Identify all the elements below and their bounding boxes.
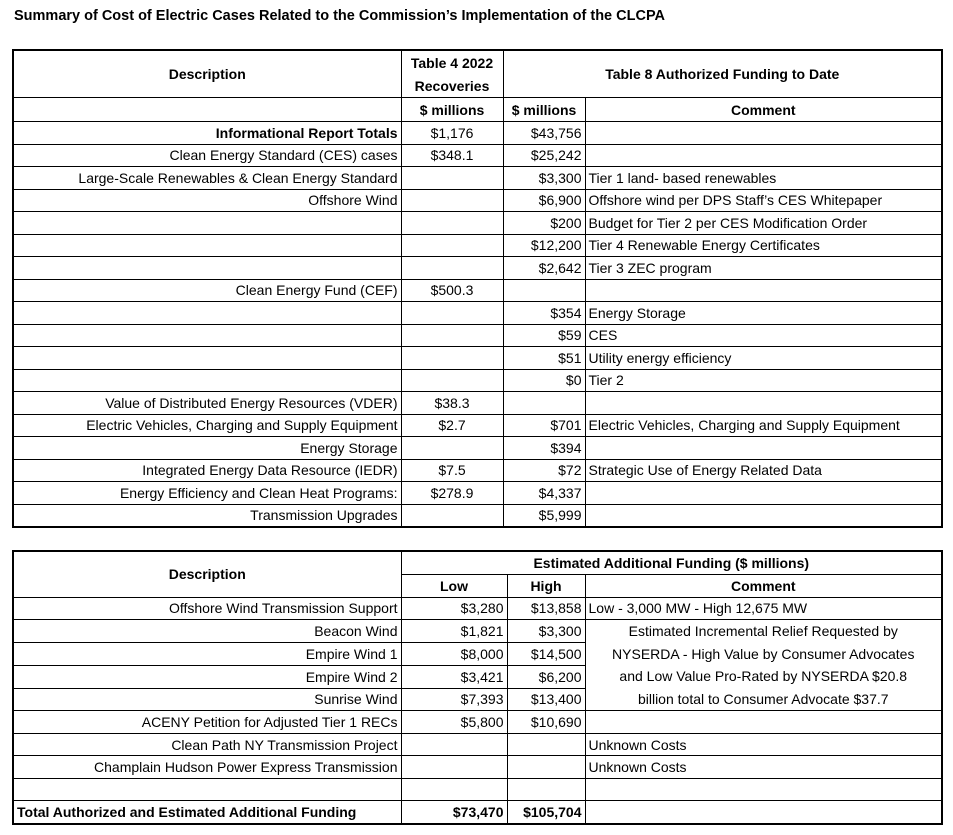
- row-recoveries: $348.1: [401, 144, 503, 167]
- row-authorized: $701: [503, 414, 585, 437]
- row-recoveries: [401, 324, 503, 347]
- row-description: Sunrise Wind: [13, 688, 401, 711]
- row-comment: Tier 2: [585, 369, 942, 392]
- table1-subheader-row: [13, 98, 942, 122]
- row-recoveries: [401, 302, 503, 325]
- row-comment: Strategic Use of Energy Related Data: [585, 459, 942, 482]
- row-low: $3,280: [401, 597, 507, 620]
- description-header: Description: [13, 551, 401, 597]
- authorized-unit-header: $ millions: [503, 98, 585, 122]
- description-subheader-blank: [13, 98, 401, 122]
- description-header: Description: [13, 50, 401, 98]
- comment-header: Comment: [585, 575, 942, 598]
- row-description: Energy Efficiency and Clean Heat Programs:: [13, 482, 401, 505]
- row-comment: Tier 3 ZEC program: [585, 257, 942, 280]
- table-row: [13, 144, 942, 167]
- table-row: [13, 279, 942, 302]
- row-recoveries: [401, 369, 503, 392]
- merged-comment-cell: [585, 620, 942, 711]
- row-high: $14,500: [507, 642, 585, 665]
- high-header: High: [507, 575, 585, 598]
- spacer-cell: [13, 778, 401, 801]
- total-label: Total Authorized and Estimated Additional Funding: [13, 801, 401, 824]
- table1-body: [13, 122, 942, 528]
- table2-header-row: [13, 551, 942, 575]
- row-recoveries: $38.3: [401, 392, 503, 415]
- table-row: [13, 482, 942, 505]
- row-low: [401, 756, 507, 779]
- recoveries-header-line2: Recoveries: [401, 74, 503, 98]
- comment-header: Comment: [585, 98, 942, 122]
- authorized-funding-table: [12, 49, 943, 528]
- merged-comment-line: NYSERDA - High Value by Consumer Advocates: [612, 645, 915, 662]
- row-description: Value of Distributed Energy Resources (VDER): [13, 392, 401, 415]
- table-row: [13, 620, 942, 643]
- row-comment: [585, 279, 942, 302]
- table-row: [13, 597, 942, 620]
- row-recoveries: [401, 347, 503, 370]
- table-row: [13, 302, 942, 325]
- row-high: $6,200: [507, 665, 585, 688]
- row-comment: Budget for Tier 2 per CES Modification Order: [585, 212, 942, 235]
- row-description: Integrated Energy Data Resource (IEDR): [13, 459, 401, 482]
- row-authorized: $43,756: [503, 122, 585, 145]
- recoveries-unit-header: $ millions: [401, 98, 503, 122]
- row-description: [13, 212, 401, 235]
- row-authorized: $25,242: [503, 144, 585, 167]
- row-comment: [585, 122, 942, 145]
- row-high: $3,300: [507, 620, 585, 643]
- row-authorized: $4,337: [503, 482, 585, 505]
- row-comment: CES: [585, 324, 942, 347]
- merged-comment-line: Estimated Incremental Relief Requested by: [628, 623, 898, 639]
- row-description: Transmission Upgrades: [13, 504, 401, 527]
- row-recoveries: $500.3: [401, 279, 503, 302]
- row-authorized: $394: [503, 437, 585, 460]
- row-recoveries: [401, 167, 503, 190]
- row-comment: [585, 392, 942, 415]
- row-recoveries: $278.9: [401, 482, 503, 505]
- table-row: [13, 414, 942, 437]
- row-description: [13, 324, 401, 347]
- row-description: Empire Wind 2: [13, 665, 401, 688]
- row-authorized: $6,900: [503, 189, 585, 212]
- row-authorized: $354: [503, 302, 585, 325]
- row-description: [13, 369, 401, 392]
- row-description: ACENY Petition for Adjusted Tier 1 RECs: [13, 711, 401, 734]
- row-description: Offshore Wind: [13, 189, 401, 212]
- row-comment: [585, 144, 942, 167]
- table-row: [13, 369, 942, 392]
- row-high: [507, 733, 585, 756]
- row-description: Clean Energy Fund (CEF): [13, 279, 401, 302]
- row-description: Energy Storage: [13, 437, 401, 460]
- row-description: Empire Wind 1: [13, 642, 401, 665]
- row-description: [13, 347, 401, 370]
- row-description: Clean Energy Standard (CES) cases: [13, 144, 401, 167]
- row-description: Champlain Hudson Power Express Transmission: [13, 756, 401, 779]
- row-recoveries: $2.7: [401, 414, 503, 437]
- page-title: Summary of Cost of Electric Cases Related to the Commission’s Implementation of the CLCPA: [14, 8, 666, 24]
- row-description: Beacon Wind: [13, 620, 401, 643]
- row-description: Large-Scale Renewables & Clean Energy Standard: [13, 167, 401, 190]
- row-authorized: [503, 392, 585, 415]
- row-authorized: $0: [503, 369, 585, 392]
- row-high: $13,858: [507, 597, 585, 620]
- total-row: [13, 801, 942, 824]
- authorized-funding-header: Table 8 Authorized Funding to Date: [605, 66, 840, 82]
- merged-comment-line: and Low Value Pro-Rated by NYSERDA $20.8: [619, 668, 908, 685]
- row-description: Informational Report Totals: [13, 122, 401, 145]
- row-comment: Electric Vehicles, Charging and Supply Equipment: [585, 414, 942, 437]
- table-row: [13, 324, 942, 347]
- row-comment: Energy Storage: [585, 302, 942, 325]
- row-comment: Low - 3,000 MW - High 12,675 MW: [585, 597, 942, 620]
- table-row: [13, 459, 942, 482]
- table-row: [13, 347, 942, 370]
- low-header: Low: [401, 575, 507, 598]
- table-row: [13, 212, 942, 235]
- table-row: [13, 437, 942, 460]
- row-comment: Tier 4 Renewable Energy Certificates: [585, 234, 942, 257]
- spacer-cell: [507, 778, 585, 801]
- table-row: [13, 167, 942, 190]
- table-row: [13, 504, 942, 527]
- row-comment: Unknown Costs: [585, 733, 942, 756]
- row-authorized: [503, 279, 585, 302]
- table-row: [13, 257, 942, 280]
- row-comment: Unknown Costs: [585, 756, 942, 779]
- table-row: [13, 756, 942, 779]
- row-description: [13, 302, 401, 325]
- row-recoveries: [401, 234, 503, 257]
- row-description: Offshore Wind Transmission Support: [13, 597, 401, 620]
- recoveries-header-line1: Table 4 2022: [401, 50, 503, 74]
- row-comment: Offshore wind per DPS Staff’s CES Whitepaper: [585, 189, 942, 212]
- row-comment: [585, 482, 942, 505]
- row-recoveries: $1,176: [401, 122, 503, 145]
- row-comment: Tier 1 land- based renewables: [585, 167, 942, 190]
- row-low: $7,393: [401, 688, 507, 711]
- row-recoveries: [401, 189, 503, 212]
- row-description: [13, 234, 401, 257]
- row-high: [507, 756, 585, 779]
- row-description: Clean Path NY Transmission Project: [13, 733, 401, 756]
- row-authorized: $3,300: [503, 167, 585, 190]
- table-row: [13, 189, 942, 212]
- row-authorized: $12,200: [503, 234, 585, 257]
- row-recoveries: [401, 257, 503, 280]
- row-authorized: $200: [503, 212, 585, 235]
- row-comment: [585, 437, 942, 460]
- row-low: $8,000: [401, 642, 507, 665]
- row-high: $13,400: [507, 688, 585, 711]
- row-description: [13, 257, 401, 280]
- row-recoveries: $7.5: [401, 459, 503, 482]
- estimated-funding-header: Estimated Additional Funding ($ millions): [401, 551, 942, 575]
- estimated-funding-table: [12, 550, 943, 825]
- table-row: [13, 234, 942, 257]
- row-authorized: $5,999: [503, 504, 585, 527]
- merged-comment-line: billion total to Consumer Advocate $37.7: [637, 690, 889, 707]
- row-recoveries: [401, 437, 503, 460]
- spacer-cell: [401, 778, 507, 801]
- table1-header-row: [13, 50, 942, 74]
- row-comment: [585, 711, 942, 734]
- row-comment: Utility energy efficiency: [585, 347, 942, 370]
- table-row: [13, 711, 942, 734]
- row-low: $5,800: [401, 711, 507, 734]
- row-low: $1,821: [401, 620, 507, 643]
- row-authorized: $2,642: [503, 257, 585, 280]
- table-row: [13, 122, 942, 145]
- row-low: [401, 733, 507, 756]
- row-recoveries: [401, 504, 503, 527]
- row-authorized: $59: [503, 324, 585, 347]
- row-low: $3,421: [401, 665, 507, 688]
- row-recoveries: [401, 212, 503, 235]
- row-high: $10,690: [507, 711, 585, 734]
- row-authorized: $51: [503, 347, 585, 370]
- row-authorized: $72: [503, 459, 585, 482]
- spacer-row: [13, 778, 942, 801]
- table-row: [13, 733, 942, 756]
- spacer-cell: [585, 778, 942, 801]
- row-description: Electric Vehicles, Charging and Supply Equipment: [13, 414, 401, 437]
- table-row: [13, 392, 942, 415]
- total-low: $73,470: [401, 801, 507, 824]
- total-comment-blank: [585, 801, 942, 824]
- total-high: $105,704: [507, 801, 585, 824]
- row-comment: [585, 504, 942, 527]
